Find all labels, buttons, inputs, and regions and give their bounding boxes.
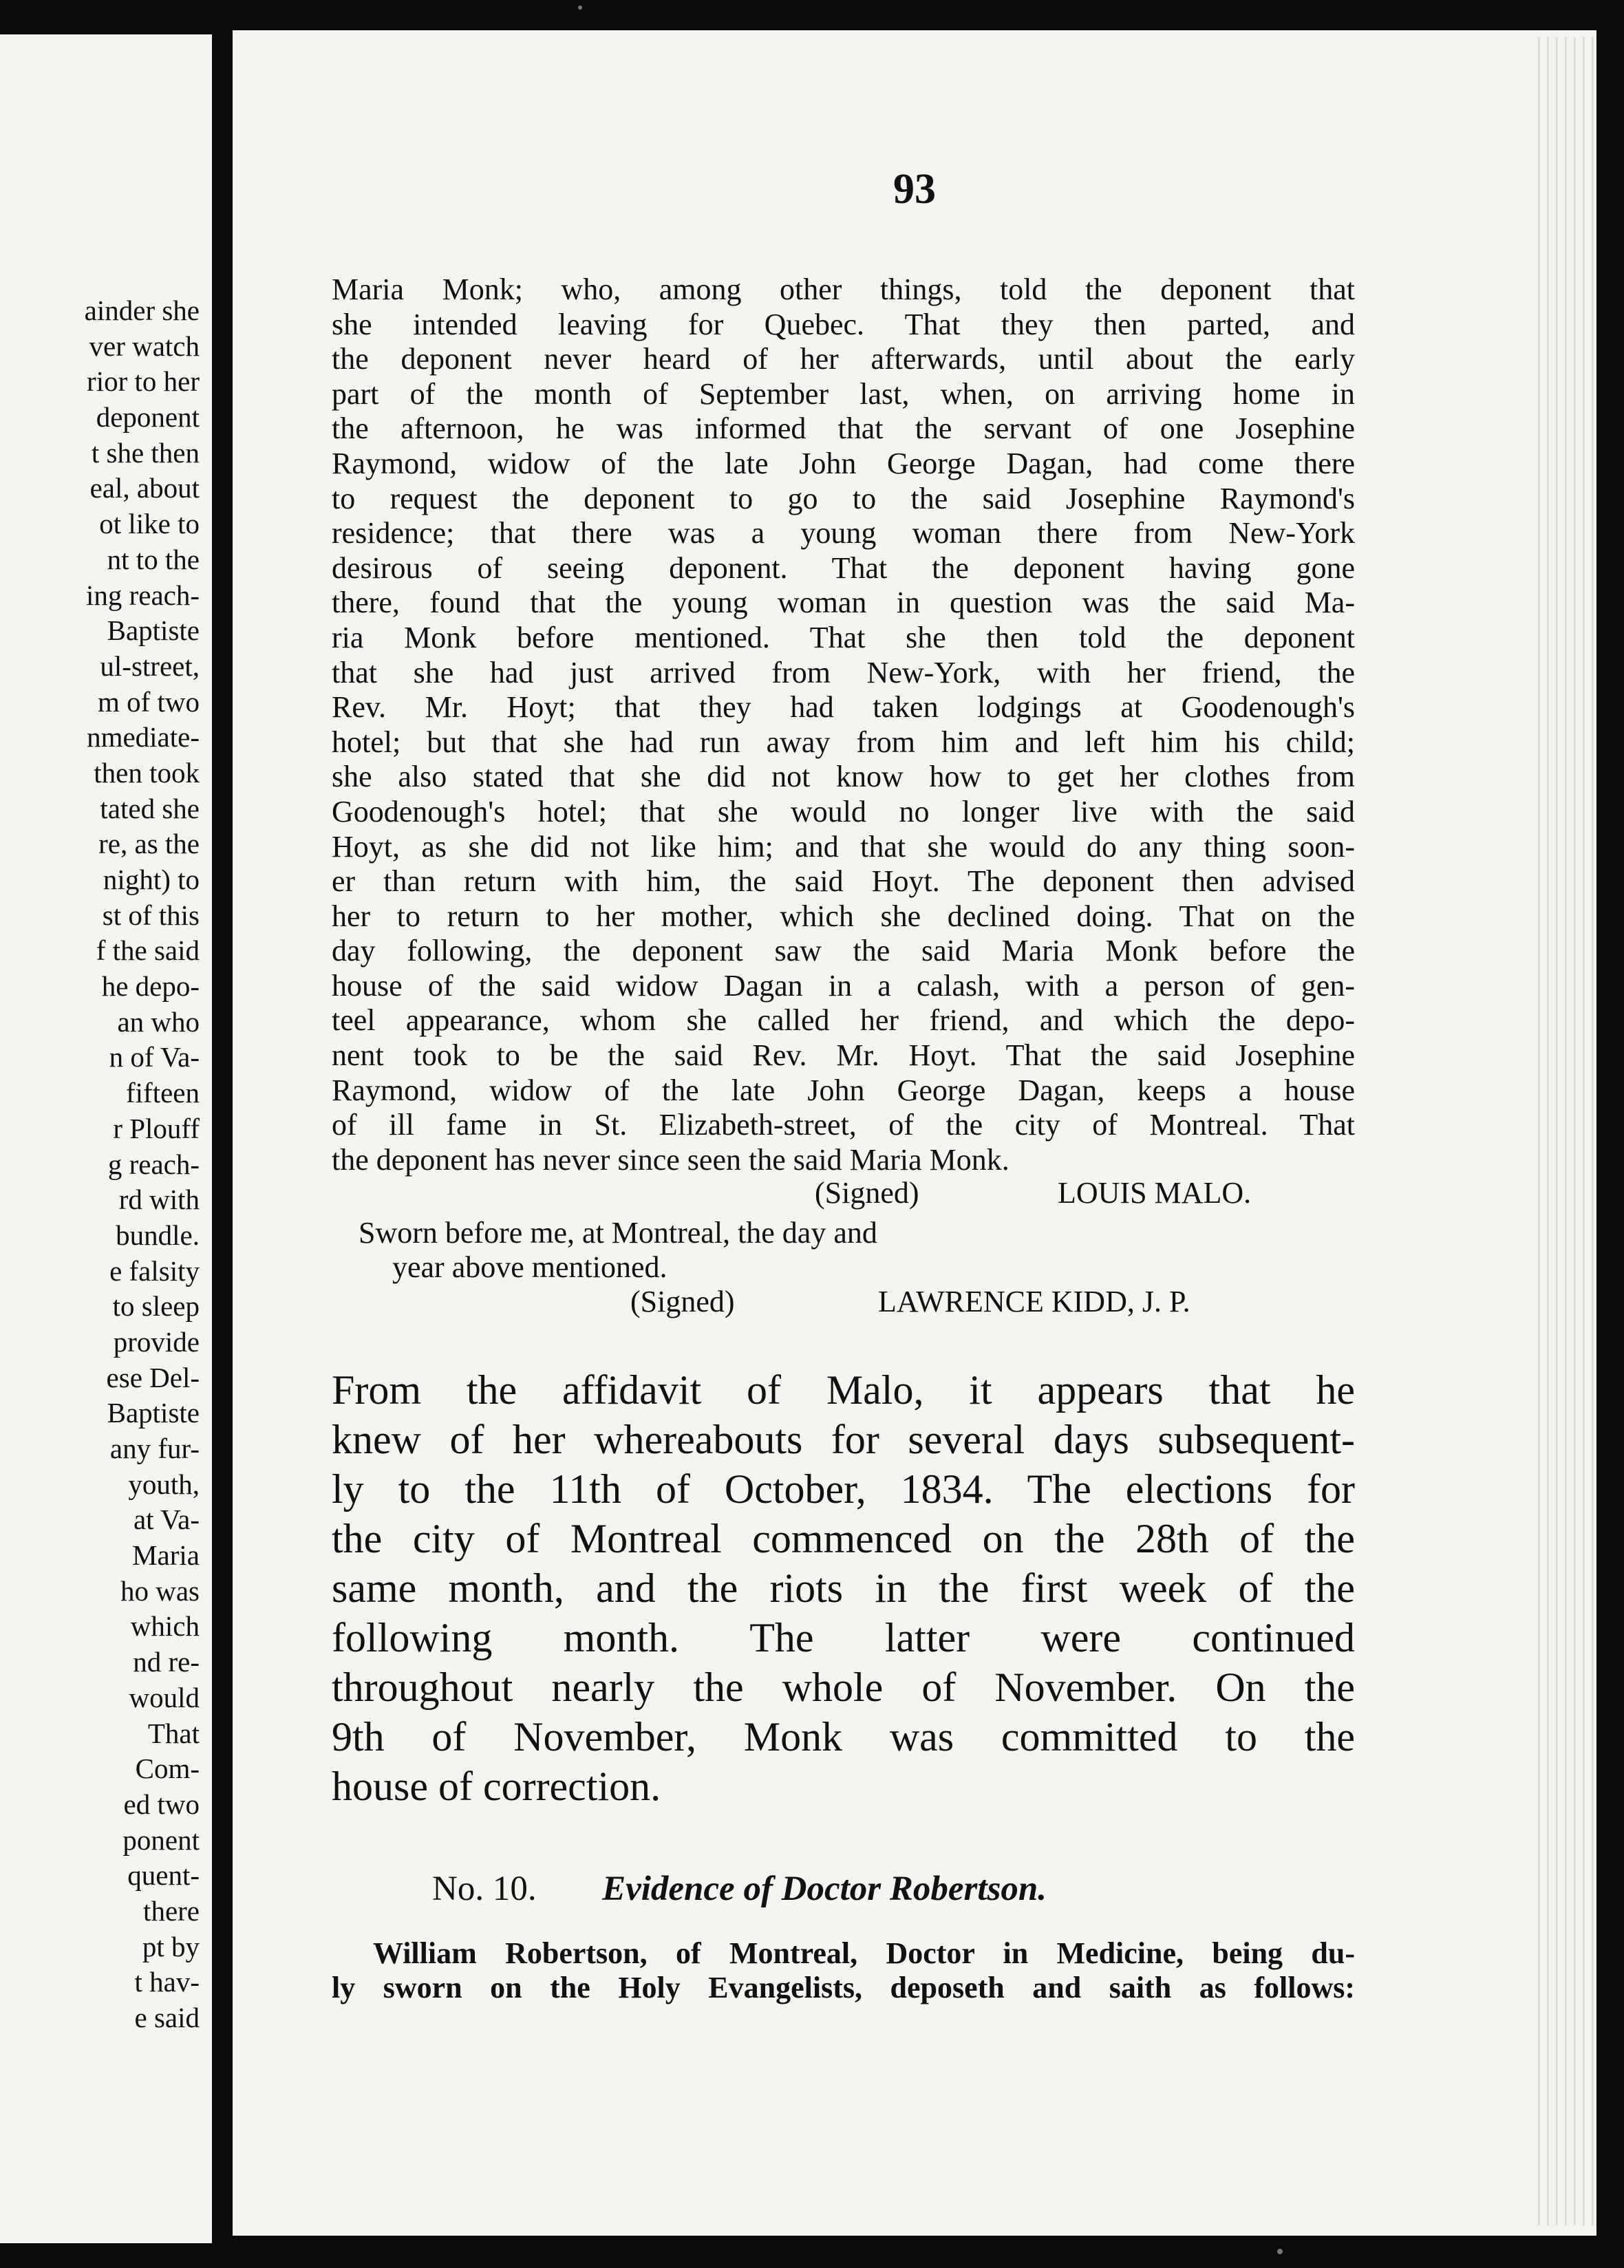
left-fragment-line: to sleep xyxy=(112,1290,200,1323)
left-fragment-line: e said xyxy=(134,2002,200,2033)
left-fragment-line: tated she xyxy=(100,792,200,824)
left-fragment-line: bundle. xyxy=(116,1219,200,1251)
right-page xyxy=(233,30,1596,2236)
text-line: teel appearance, whom she called her friend, and which the depo- xyxy=(332,1003,1355,1038)
text-line: she also stated that she did not know how to get her clothes from xyxy=(332,760,1355,794)
signature-1-name: LOUIS MALO. xyxy=(1058,1176,1252,1210)
left-fragment-line: Maria xyxy=(132,1539,200,1572)
text-line: the deponent has never since seen the said Maria Monk. xyxy=(332,1142,1009,1177)
left-fragment-line: r Plouff xyxy=(113,1112,200,1144)
text-line: of ill fame in St. Elizabeth-street, of the city of Montreal. That xyxy=(332,1108,1355,1142)
main-paragraph xyxy=(332,1365,1355,1811)
signature-1-signed: (Signed) xyxy=(815,1176,919,1210)
text-line: residence; that there was a young woman there from New-York xyxy=(332,516,1355,550)
left-fragment-line: rd with xyxy=(118,1184,200,1216)
left-fragment-line: Baptiste xyxy=(107,614,200,647)
left-fragment-line: n of Va- xyxy=(109,1041,200,1073)
scan-speck xyxy=(1277,2249,1283,2254)
left-fragment-line: nt to the xyxy=(107,543,200,575)
text-line: that she had just arrived from New-York, with her friend, the xyxy=(332,655,1355,689)
text-line: Maria Monk; who, among other things, told the deponent that xyxy=(332,272,1355,306)
section-number: No. 10. xyxy=(432,1870,537,1908)
text-line: there, found that the young woman in question was the said Ma- xyxy=(332,586,1355,620)
text-line: Rev. Mr. Hoyt; that they had taken lodgings at Goodenough's xyxy=(332,690,1355,725)
left-fragment-line: rior to her xyxy=(87,365,200,398)
left-fragment-line: ver watch xyxy=(89,330,200,362)
affidavit-text xyxy=(332,272,1355,1177)
text-line: ly to the 11th of October, 1834. The elections for xyxy=(332,1466,1355,1512)
left-fragment-line: g reach- xyxy=(107,1148,200,1180)
left-fragment-line: That xyxy=(147,1717,200,1749)
text-line: part of the month of September last, when, on arriving home in xyxy=(332,376,1355,411)
left-fragment-line: youth, xyxy=(128,1468,200,1500)
left-fragment-line: he depo- xyxy=(101,970,200,1003)
left-fragment-line: pt by xyxy=(142,1930,200,1962)
text-line: house of the said widow Dagan in a calash, with a person of gen- xyxy=(332,968,1355,1003)
signature-2-name: LAWRENCE KIDD, J. P. xyxy=(878,1285,1190,1318)
left-fragment-line: re, as the xyxy=(98,828,200,860)
text-line: From the affidavit of Malo, it appears that he xyxy=(332,1367,1355,1413)
text-line: Raymond, widow of the late John George Dagan, keeps a house xyxy=(332,1073,1355,1107)
text-line: her to return to her mother, which she declined doing. That on the xyxy=(332,899,1355,933)
text-line: ria Monk before mentioned. That she then told the deponent xyxy=(332,620,1355,654)
sworn-line-1: Sworn before me, at Montreal, the day and xyxy=(359,1216,877,1250)
left-fragment-line: t she then xyxy=(91,436,200,469)
left-page xyxy=(0,34,212,2243)
text-line: Raymond, widow of the late John George Dagan, had come there xyxy=(332,446,1355,480)
left-fragment-line: ese Del- xyxy=(106,1361,200,1393)
left-fragment-line: provide xyxy=(113,1325,200,1358)
text-line: day following, the deponent saw the said Maria Monk before the xyxy=(332,934,1355,968)
text-line: hotel; but that she had run away from him and left him his child; xyxy=(332,725,1355,759)
left-fragment-line: t hav- xyxy=(134,1966,200,1998)
left-fragment-line: ed two xyxy=(123,1788,200,1820)
left-fragment-line: night) to xyxy=(103,864,200,895)
section-heading xyxy=(432,1869,1047,1909)
text-line: ly sworn on the Holy Evangelists, deposeth and saith as follows: xyxy=(332,1971,1355,2004)
left-fragment-line: then took xyxy=(94,756,200,789)
left-fragment-line: any fur- xyxy=(109,1433,200,1464)
left-fragment-line: e falsity xyxy=(109,1254,200,1287)
left-fragment-line: eal, about xyxy=(89,472,200,504)
robertson-paragraph xyxy=(332,1936,1355,2005)
text-line: the city of Montreal commenced on the 28th of the xyxy=(332,1516,1355,1561)
left-page-text xyxy=(0,293,200,2036)
text-line: throughout nearly the whole of November. On the xyxy=(332,1665,1355,1710)
left-fragment-line: ing reach- xyxy=(85,579,200,611)
text-line: desirous of seeing deponent. That the deponent having gone xyxy=(332,550,1355,585)
left-fragment-line: Baptiste xyxy=(107,1397,200,1429)
text-line: she intended leaving for Quebec. That they then parted, and xyxy=(332,307,1355,341)
text-line: house of correction. xyxy=(332,1764,661,1809)
left-fragment-line: there xyxy=(143,1894,200,1927)
text-line: Hoyt, as she did not like him; and that she would do any thing soon- xyxy=(332,829,1355,864)
sworn-line-2: year above mentioned. xyxy=(392,1250,667,1284)
left-fragment-line: st of this xyxy=(102,899,200,931)
left-fragment-line: which xyxy=(130,1610,200,1643)
text-line: Goodenough's hotel; that she would no longer live with the said xyxy=(332,794,1355,828)
left-fragment-line: at Va- xyxy=(133,1504,200,1536)
left-fragment-line: nd re- xyxy=(133,1646,200,1678)
text-line: following month. The latter were continued xyxy=(332,1615,1355,1660)
text-line: William Robertson, of Montreal, Doctor in Medicine, being du- xyxy=(373,1936,1355,1970)
page-edge xyxy=(1531,37,1596,2225)
left-fragment-line: quent- xyxy=(127,1859,200,1892)
signature-2-signed: (Signed) xyxy=(630,1285,735,1318)
left-fragment-line: an who xyxy=(117,1005,200,1038)
page-number: 93 xyxy=(893,166,936,213)
left-fragment-line: ot like to xyxy=(99,508,200,540)
left-fragment-line: nmediate- xyxy=(87,721,200,753)
left-fragment-line: ho was xyxy=(120,1574,200,1607)
left-fragment-line: f the said xyxy=(96,934,200,967)
left-fragment-line: deponent xyxy=(96,401,200,434)
text-line: same month, and the riots in the first week of the xyxy=(332,1565,1355,1611)
text-line: er than return with him, the said Hoyt. The deponent then advised xyxy=(332,864,1355,899)
left-fragment-line: m of two xyxy=(97,685,200,718)
left-fragment-line: would xyxy=(129,1681,200,1713)
section-title: Evidence of Doctor Robertson. xyxy=(602,1870,1047,1908)
left-fragment-line: Com- xyxy=(135,1753,200,1785)
text-line: to request the deponent to go to the said Josephine Raymond's xyxy=(332,481,1355,515)
left-fragment-line: ainder she xyxy=(84,295,200,326)
text-line: the deponent never heard of her afterwards, until about the early xyxy=(332,342,1355,376)
left-fragment-line: ponent xyxy=(122,1823,200,1856)
text-line: nent took to be the said Rev. Mr. Hoyt. That the said Josephine xyxy=(332,1038,1355,1073)
left-fragment-line: ul-street, xyxy=(100,650,200,682)
scan-speck xyxy=(578,6,582,10)
text-line: knew of her whereabouts for several days subsequent- xyxy=(332,1417,1355,1462)
text-line: 9th of November, Monk was committed to the xyxy=(332,1714,1355,1759)
text-line: the afternoon, he was informed that the servant of one Josephine xyxy=(332,411,1355,446)
left-fragment-line: fifteen xyxy=(126,1077,200,1109)
